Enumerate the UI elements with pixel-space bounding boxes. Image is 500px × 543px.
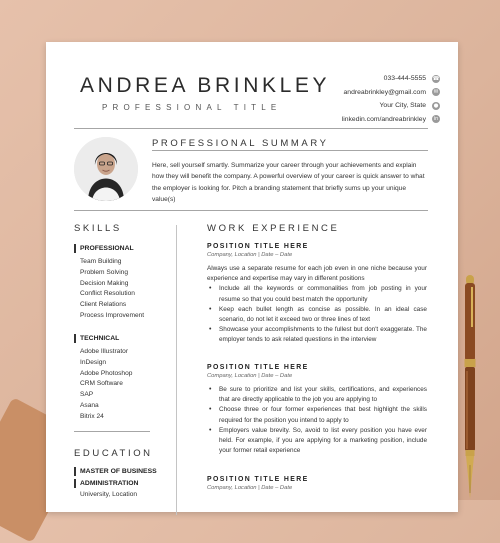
skill-item: Process Improvement <box>80 311 145 319</box>
job-bullet: • Showcase your accomplishments to the fullest but don't exaggerate. The employer tends to ask related questions in the interview <box>207 325 427 345</box>
degree-title-line-2: ADMINISTRATION <box>74 479 164 488</box>
technical-skills-list <box>74 347 164 423</box>
resume-page <box>46 42 458 512</box>
skill-item: Bitrix 24 <box>80 412 104 420</box>
skill-item: Adobe Photoshop <box>80 369 133 377</box>
email-icon: ✉ <box>433 89 439 96</box>
technical-skills-title: TECHNICAL <box>74 334 164 343</box>
contact-linkedin-text: linkedin.com/andreabrinkley <box>341 115 426 123</box>
experience-heading: WORK EXPERIENCE <box>207 223 340 234</box>
contact-phone-text: 033-444-5555 <box>383 75 426 83</box>
skill-item: Decision Making <box>80 279 129 287</box>
skill-item: InDesign <box>80 358 107 366</box>
linkedin-icon: in <box>433 116 439 123</box>
phone-icon: ☎ <box>432 75 440 82</box>
job-entry-3 <box>207 476 427 491</box>
job-title: POSITION TITLE HERE <box>207 476 309 483</box>
job-bullet: • Include all the keywords or commonalities from job posting in your resume so that you could best match the opportunity <box>207 284 427 304</box>
portrait-image <box>74 137 138 201</box>
contact-location-text: Your City, State <box>379 102 426 110</box>
header-divider <box>74 128 428 129</box>
contact-linkedin <box>280 113 440 127</box>
fountain-pen <box>462 275 478 500</box>
summary-text: Here, sell yourself smartly. Summarize your career through your achievements and explain how they will benefit the company. A powerful overview of your career is quick answer to what the employer is looking for. Pitch a branding statement that briefly sums up your unique value(s) <box>152 162 425 204</box>
job-bullet: • Keep each bullet length as concise as possible. In an ideal case scenario, do not let it exceed two or three lines of text <box>207 305 427 325</box>
job-bullet: • Choose three or four former experiences that best highlight the skills required for the position you intend to apply to <box>207 405 427 425</box>
skills-heading: SKILLS <box>74 223 122 234</box>
contact-location <box>280 99 440 113</box>
professional-skills-group <box>74 244 164 322</box>
skill-item: Team Building <box>80 258 122 265</box>
education-heading: EDUCATION <box>74 448 153 459</box>
job-bullets <box>207 284 427 345</box>
skill-item: Adobe Illustrator <box>80 348 129 355</box>
skill-item: Problem Solving <box>80 268 129 276</box>
contact-email-text: andreabrinkley@gmail.com <box>343 88 426 96</box>
job-entry-2 <box>207 364 427 456</box>
skill-item: Asana <box>80 401 99 409</box>
job-meta: Company, Location | Date – Date <box>207 485 293 491</box>
candidate-name: ANDREA BRINKLEY <box>80 74 331 97</box>
profile-photo <box>74 137 138 201</box>
job-intro: Always use a separate resume for each job even in one niche because your experience and expertise may vary in different positions <box>207 265 427 283</box>
education-group <box>74 467 164 500</box>
professional-skills-list <box>74 257 164 322</box>
job-meta: Company, Location | Date – Date <box>207 252 293 258</box>
technical-skills-group <box>74 334 164 423</box>
education-divider <box>74 431 150 432</box>
summary-heading-underline <box>152 150 428 151</box>
job-title: POSITION TITLE HERE <box>207 243 309 250</box>
skill-item: SAP <box>80 391 94 399</box>
skill-item: Client Relations <box>80 301 127 309</box>
education-school: University, Location <box>80 491 138 498</box>
column-divider <box>176 225 177 515</box>
summary-heading: PROFESSIONAL SUMMARY <box>152 138 329 149</box>
degree-title-line-1: MASTER OF BUSINESS <box>74 467 164 476</box>
job-meta: Company, Location | Date – Date <box>207 373 293 379</box>
summary-divider <box>74 210 428 211</box>
job-bullet: • Employers value brevity. So, avoid to list every position you have ever held. For example, if you are applying for a marketing position, include your former retail experience <box>207 426 427 457</box>
location-icon: ● <box>433 102 439 109</box>
contact-block <box>280 72 440 126</box>
skill-item: CRM Software <box>80 380 123 388</box>
contact-phone <box>280 72 440 86</box>
job-bullet: • Be sure to prioritize and list your skills, certifications, and experiences that are directly applicable to the job you are applying to <box>207 385 427 405</box>
contact-email <box>280 86 440 100</box>
skill-item: Conflict Resolution <box>80 290 135 298</box>
job-entry-1 <box>207 243 427 346</box>
job-title: POSITION TITLE HERE <box>207 364 309 371</box>
professional-skills-title: PROFESSIONAL <box>74 244 164 253</box>
professional-title: PROFESSIONAL TITLE <box>102 103 282 112</box>
job-bullets <box>207 385 427 456</box>
education-school-wrap <box>74 490 164 500</box>
